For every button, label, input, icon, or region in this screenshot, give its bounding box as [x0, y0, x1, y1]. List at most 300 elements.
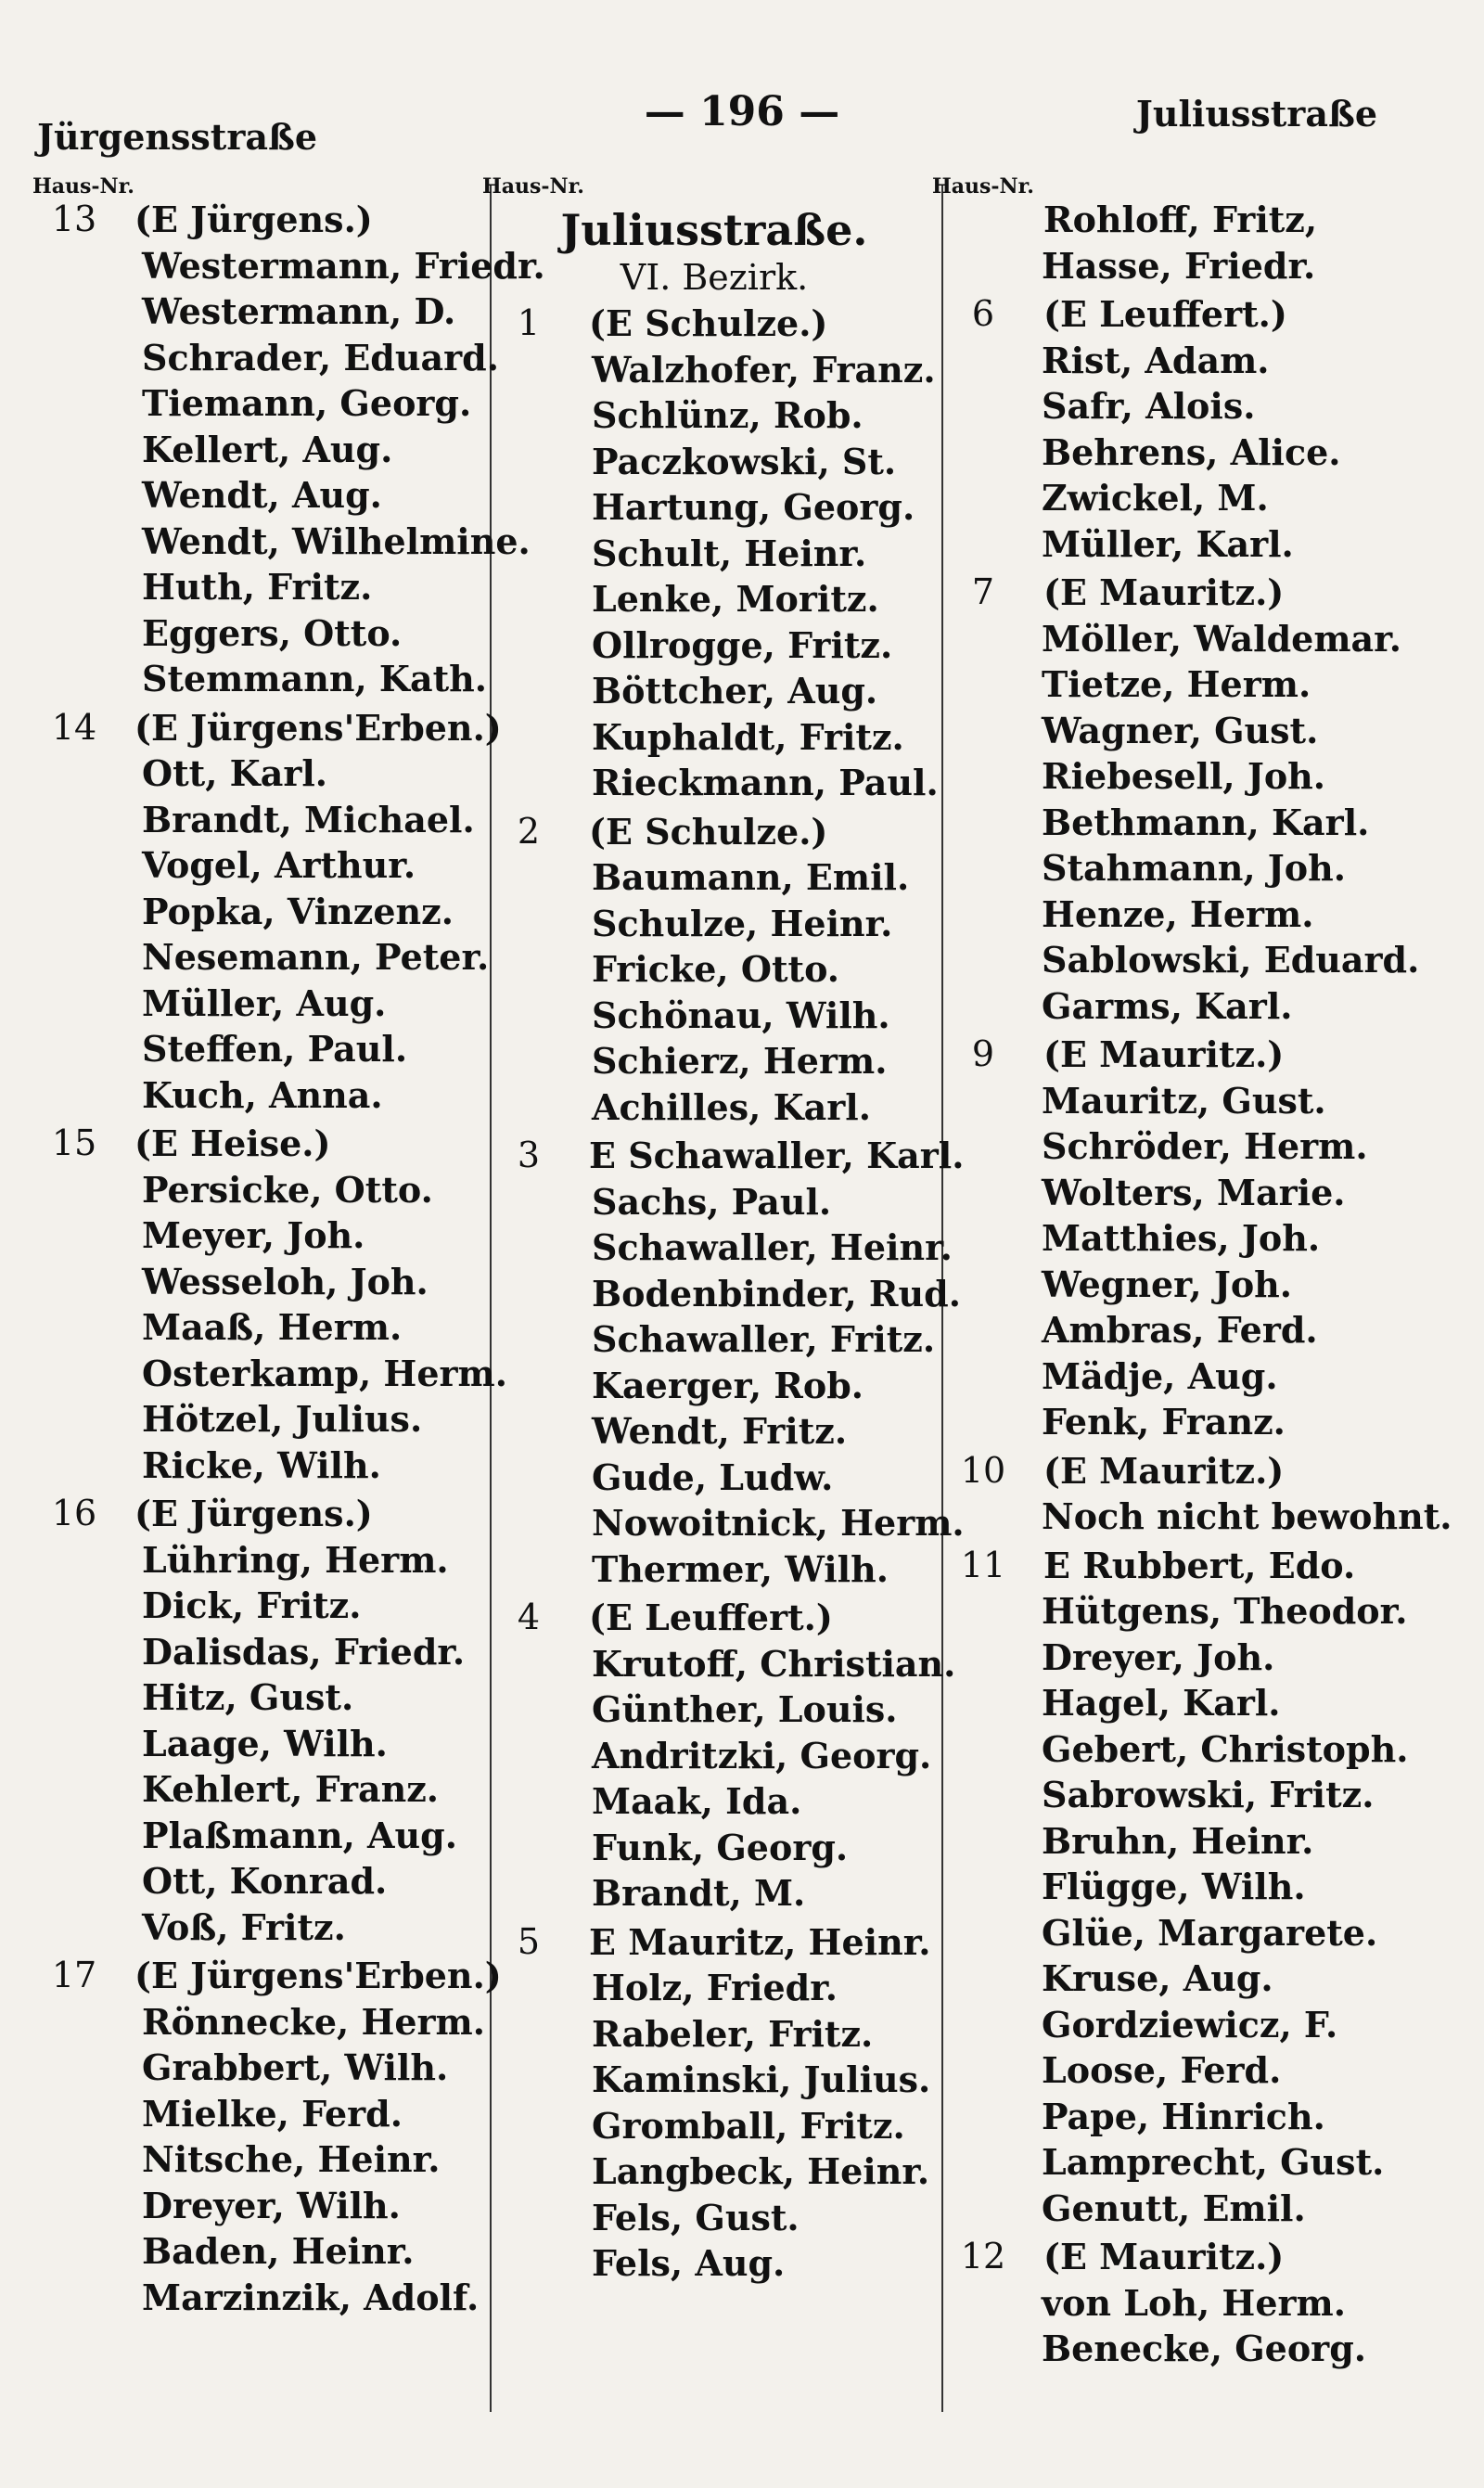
resident-name: Fels, Aug.	[592, 2242, 786, 2284]
resident-line	[492, 392, 937, 439]
resident-name: Schrader, Eduard.	[142, 336, 499, 378]
resident-name: Safr, Alois.	[1042, 385, 1256, 427]
resident-line	[42, 1212, 487, 1259]
owner-name: (E Jürgens.)	[134, 1493, 373, 1534]
page-number: — 196 —	[644, 88, 840, 135]
resident-line	[941, 983, 1424, 1030]
house-entry	[42, 705, 502, 1119]
resident-line	[941, 845, 1424, 891]
owner-name: E Mauritz, Heinr.	[589, 1920, 931, 1963]
resident-line	[492, 668, 937, 714]
resident-line	[941, 937, 1424, 983]
resident-line	[941, 1494, 1452, 1540]
owner-name: E Rubbert, Edo.	[1043, 1544, 1356, 1586]
resident-name: Rieckmann, Paul.	[592, 762, 939, 803]
resident-name: Ott, Konrad.	[142, 1860, 388, 1902]
resident-line	[492, 1965, 937, 2011]
resident-line	[42, 1813, 487, 1859]
resident-line	[492, 1825, 937, 1871]
resident-name: Wegner, Joh.	[1042, 1263, 1293, 1305]
house-number: 13	[51, 199, 97, 239]
resident-name: Achilles, Karl.	[592, 1085, 871, 1128]
resident-line	[42, 889, 487, 935]
resident-name: Nitsche, Heinr.	[142, 2138, 441, 2180]
owner-line	[492, 809, 937, 855]
resident-name: Grabbert, Wilh.	[142, 2046, 449, 2088]
resident-line	[492, 484, 937, 531]
resident-line	[492, 1733, 937, 1779]
resident-name: Holz, Friedr.	[592, 1967, 838, 2008]
resident-line	[941, 383, 1424, 430]
owner-name: (E Mauritz.)	[1043, 571, 1285, 613]
resident-line	[42, 1304, 487, 1351]
resident-line	[941, 753, 1424, 800]
resident-line	[492, 946, 937, 993]
resident-name: Krutoff, Christian.	[592, 1642, 956, 1685]
resident-line	[42, 1858, 487, 1904]
resident-name: Gromball, Fritz.	[592, 2104, 905, 2147]
house-number: 3	[517, 1135, 541, 1175]
owner-line	[42, 1953, 502, 1999]
resident-name: Steffen, Paul.	[142, 1028, 408, 1070]
house-entry	[941, 2234, 1424, 2372]
resident-line	[941, 2047, 1424, 2094]
resident-line	[492, 1408, 937, 1455]
resident-line	[492, 1271, 961, 1317]
resident-line	[492, 1363, 937, 1409]
resident-name: Benecke, Georg.	[1042, 2328, 1366, 2369]
house-number: 6	[971, 293, 995, 334]
resident-name: Schlünz, Rob.	[592, 394, 864, 436]
resident-line	[42, 564, 487, 610]
owner-name: (E Leuffert.)	[589, 1597, 833, 1638]
resident-name: Ricke, Wilh.	[142, 1443, 381, 1486]
resident-line	[941, 1170, 1424, 1216]
resident-line	[941, 1726, 1424, 1773]
resident-name: Kehlert, Franz.	[142, 1768, 440, 1810]
house-entry	[42, 1121, 507, 1488]
house-entry	[492, 1919, 937, 2287]
resident-line	[42, 1999, 487, 2046]
resident-line	[42, 2091, 487, 2137]
resident-name: Stahmann, Joh.	[1042, 847, 1346, 889]
owner-line	[492, 301, 937, 347]
owner-line	[42, 197, 487, 243]
resident-line	[941, 891, 1424, 938]
resident-name: Garms, Karl.	[1042, 984, 1293, 1027]
owner-name: (E Mauritz.)	[1043, 1033, 1285, 1075]
resident-line	[941, 430, 1424, 476]
resident-name: Schröder, Herm.	[1042, 1125, 1368, 1167]
page-header	[0, 0, 1484, 167]
resident-name: Ambras, Ferd.	[1042, 1309, 1318, 1351]
resident-line	[492, 2057, 937, 2103]
house-entry	[492, 1595, 956, 1917]
resident-name: von Loh, Herm.	[1042, 2281, 1346, 2324]
resident-name: Brandt, M.	[592, 1872, 806, 1914]
resident-line	[492, 1225, 953, 1271]
resident-line	[941, 2139, 1424, 2186]
resident-line	[42, 519, 531, 565]
resident-line	[492, 1641, 956, 1687]
resident-line	[42, 427, 487, 473]
resident-name: Rist, Adam.	[1042, 339, 1270, 381]
resident-name: Nesemann, Peter.	[142, 936, 490, 978]
resident-name: Dalisdas, Friedr.	[142, 1630, 466, 1673]
house-number: 16	[51, 1493, 97, 1533]
resident-line	[42, 934, 490, 981]
owner-line	[941, 2234, 1424, 2280]
resident-name: Flügge, Wilh.	[1042, 1866, 1306, 1907]
resident-line	[492, 1686, 937, 1733]
resident-name: Hartung, Georg.	[592, 486, 915, 528]
house-number-header: Haus-Nr.	[932, 174, 1034, 199]
owner-name: (E Jürgens'Erben.)	[134, 706, 502, 749]
house-number: 12	[960, 2236, 1006, 2276]
resident-name: Müller, Aug.	[142, 981, 387, 1024]
resident-line	[492, 576, 937, 622]
address-column-1	[32, 174, 545, 2440]
resident-line	[941, 338, 1424, 384]
resident-name: Noch nicht bewohnt.	[1042, 1495, 1452, 1537]
resident-name: Stemmann, Kath.	[142, 658, 487, 699]
resident-name: Osterkamp, Herm.	[142, 1352, 507, 1394]
resident-line	[941, 1910, 1424, 1956]
resident-name: Paczkowski, St.	[592, 440, 897, 482]
resident-name: Bruhn, Heinr.	[1042, 1819, 1314, 1862]
resident-line	[42, 289, 487, 335]
resident-name: Laage, Wilh.	[142, 1722, 388, 1764]
owner-line	[42, 705, 502, 751]
resident-name: Wagner, Gust.	[1042, 709, 1319, 751]
resident-line	[941, 2094, 1424, 2140]
owner-name: (E Jürgens.)	[134, 199, 373, 240]
resident-line	[492, 1778, 937, 1825]
resident-line	[42, 1026, 487, 1072]
resident-line	[492, 2103, 937, 2149]
resident-name: Wesseloh, Joh.	[142, 1260, 429, 1302]
resident-line	[941, 1307, 1424, 1353]
resident-name: Dreyer, Wilh.	[142, 2184, 401, 2226]
resident-name: Hitz, Gust.	[142, 1676, 354, 1718]
house-number: 17	[51, 1955, 97, 1995]
resident-name: Lühring, Herm.	[142, 1538, 449, 1581]
owner-line	[492, 1133, 965, 1179]
resident-line	[492, 1546, 937, 1593]
resident-line	[42, 1537, 487, 1584]
resident-name: Günther, Louis.	[592, 1688, 898, 1730]
house-entry	[492, 809, 937, 1131]
resident-name: Maaß, Herm.	[142, 1306, 403, 1348]
resident-line	[42, 243, 545, 289]
resident-line	[941, 800, 1424, 846]
resident-line	[941, 1956, 1424, 2002]
resident-name: Schawaller, Heinr.	[592, 1226, 953, 1268]
resident-line	[941, 1864, 1424, 1910]
resident-line	[492, 1179, 937, 1225]
resident-line	[42, 2183, 487, 2229]
resident-name: Mielke, Ferd.	[142, 2092, 403, 2135]
running-head-right: Juliusstraße	[1135, 93, 1377, 135]
resident-line	[492, 439, 937, 485]
resident-line	[941, 475, 1424, 521]
house-entry	[492, 1133, 965, 1592]
house-number: 2	[517, 810, 541, 852]
resident-name: Sablowski, Eduard.	[1042, 939, 1420, 981]
resident-name: Langbeck, Heinr.	[592, 2150, 930, 2192]
resident-name: Sachs, Paul.	[592, 1180, 832, 1223]
resident-line	[42, 2228, 487, 2275]
resident-name: Schierz, Herm.	[592, 1040, 888, 1082]
resident-name: Fenk, Franz.	[1042, 1401, 1286, 1443]
resident-line	[941, 1399, 1424, 1445]
resident-name: Schult, Heinr.	[592, 532, 867, 574]
owner-name: (E Schulze.)	[589, 302, 828, 344]
resident-name: Wendt, Fritz.	[592, 1410, 848, 1452]
house-entry	[42, 1953, 502, 2320]
owner-name: (E Schulze.)	[589, 810, 828, 853]
resident-line	[492, 2240, 937, 2287]
resident-line	[941, 2186, 1424, 2232]
resident-name: Gordziewicz, F.	[1042, 2003, 1338, 2046]
resident-line	[42, 1629, 487, 1675]
resident-line	[941, 1635, 1424, 1681]
resident-name: Baumann, Emil.	[592, 856, 910, 898]
owner-line	[492, 1919, 937, 1966]
house-number: 14	[51, 706, 97, 748]
resident-name: Dick, Fritz.	[142, 1584, 362, 1626]
resident-name: Böttcher, Aug.	[592, 670, 878, 712]
resident-line	[941, 1353, 1424, 1400]
resident-name: Dreyer, Joh.	[1042, 1635, 1275, 1678]
resident-line	[941, 1078, 1424, 1124]
resident-line	[42, 1072, 487, 1119]
resident-name: Mauritz, Gust.	[1042, 1079, 1326, 1122]
resident-line	[941, 616, 1424, 662]
resident-name: Maak, Ida.	[592, 1780, 802, 1822]
house-number: 11	[960, 1544, 1006, 1585]
house-number: 9	[971, 1033, 995, 1074]
resident-line	[42, 610, 487, 657]
resident-name: Funk, Georg.	[592, 1826, 849, 1868]
resident-name: Persicke, Otto.	[142, 1168, 433, 1211]
resident-name: Brandt, Michael.	[142, 798, 475, 840]
resident-name: Plaßmann, Aug.	[142, 1814, 457, 1856]
house-entry	[492, 301, 937, 806]
resident-line	[492, 993, 937, 1039]
resident-name: Marzinzik, Adolf.	[142, 2276, 480, 2318]
resident-line	[42, 1443, 487, 1489]
resident-name: Bodenbinder, Rud.	[592, 1272, 961, 1315]
resident-line	[941, 661, 1424, 708]
resident-name: Loose, Ferd.	[1042, 2049, 1282, 2091]
resident-name: Glüe, Margarete.	[1042, 1911, 1378, 1954]
resident-name: Gude, Ludw.	[592, 1456, 834, 1498]
resident-name: Wolters, Marie.	[1042, 1171, 1346, 1213]
house-number: 10	[960, 1449, 1006, 1491]
resident-name: Genutt, Emil.	[1042, 2187, 1306, 2229]
owner-line	[941, 291, 1424, 338]
owner-line	[941, 1448, 1424, 1494]
resident-line	[42, 1167, 487, 1213]
resident-name: Tietze, Herm.	[1042, 663, 1311, 705]
house-entry	[941, 1543, 1424, 2232]
resident-name: Hagel, Karl.	[1042, 1682, 1281, 1724]
house-entry	[941, 197, 1424, 289]
resident-line	[42, 1396, 487, 1443]
house-number: 15	[51, 1122, 97, 1163]
resident-name: Meyer, Joh.	[142, 1214, 365, 1256]
resident-name: Huth, Fritz.	[142, 566, 373, 608]
resident-line	[492, 1316, 937, 1363]
resident-line	[941, 2002, 1424, 2048]
house-number-header: Haus-Nr.	[32, 174, 134, 199]
resident-name: Gebert, Christoph.	[1042, 1727, 1409, 1770]
resident-name: Ott, Karl.	[142, 752, 328, 794]
resident-line	[941, 1588, 1424, 1635]
resident-line	[42, 472, 487, 519]
resident-line	[941, 2280, 1424, 2327]
resident-name: Fricke, Otto.	[592, 948, 839, 990]
house-entry	[941, 291, 1424, 567]
resident-line	[492, 347, 937, 393]
owner-line	[941, 1032, 1424, 1078]
resident-line	[941, 1215, 1424, 1262]
resident-name: Pape, Hinrich.	[1042, 2095, 1325, 2137]
resident-name: Kaminski, Julius.	[592, 2058, 931, 2100]
resident-name: Rabeler, Fritz.	[592, 2012, 874, 2055]
resident-name: Nowoitnick, Herm.	[592, 1502, 965, 1544]
owner-line	[941, 1543, 1424, 1589]
resident-name: Wendt, Aug.	[142, 474, 382, 516]
resident-line	[42, 656, 487, 702]
resident-name: Tiemann, Georg.	[142, 382, 472, 424]
resident-name: Möller, Waldemar.	[1042, 617, 1401, 660]
owner-name: (E Leuffert.)	[1043, 293, 1287, 335]
resident-name: Fels, Gust.	[592, 2196, 800, 2238]
resident-name: Wendt, Wilhelmine.	[142, 519, 531, 562]
resident-name: Kaerger, Rob.	[592, 1364, 864, 1406]
house-number: 5	[517, 1920, 541, 1962]
resident-name: Schönau, Wilh.	[592, 994, 890, 1036]
resident-line	[492, 854, 937, 901]
resident-line	[42, 842, 487, 889]
resident-line	[492, 2148, 937, 2195]
resident-name: Mädje, Aug.	[1042, 1354, 1278, 1397]
resident-name: Schulze, Heinr.	[592, 902, 893, 944]
owner-name: (E Jürgens'Erben.)	[134, 1955, 502, 1996]
resident-line	[42, 1351, 507, 1397]
resident-line	[492, 2195, 937, 2241]
owner-name: E Schawaller, Karl.	[589, 1135, 965, 1176]
house-number: 1	[517, 302, 541, 343]
owner-name: (E Mauritz.)	[1043, 1449, 1285, 1492]
resident-name: Behrens, Alice.	[1042, 430, 1341, 473]
resident-line	[941, 2326, 1424, 2372]
resident-line	[492, 1500, 965, 1546]
resident-name: Baden, Heinr.	[142, 2230, 415, 2272]
address-column-2	[482, 174, 965, 2440]
owner-line	[941, 197, 1424, 243]
house-number-header: Haus-Nr.	[482, 174, 584, 199]
resident-line	[492, 622, 937, 669]
owner-line	[941, 570, 1424, 616]
resident-name: Hasse, Friedr.	[1042, 244, 1316, 287]
resident-name: Kellert, Aug.	[142, 428, 393, 470]
owner-line	[42, 1121, 487, 1167]
resident-line	[492, 1038, 937, 1084]
house-entry	[941, 570, 1424, 1029]
address-column-3	[932, 174, 1452, 2440]
resident-line	[492, 901, 937, 947]
district-label: VI. Bezirk.	[620, 257, 809, 298]
resident-name: Rönnecke, Herm.	[142, 2000, 485, 2043]
house-number: 4	[517, 1597, 541, 1637]
resident-name: Lamprecht, Gust.	[1042, 2141, 1385, 2183]
resident-line	[42, 750, 487, 797]
house-entry	[42, 197, 545, 702]
resident-line	[42, 1766, 487, 1813]
resident-line	[492, 1455, 937, 1501]
resident-line	[42, 797, 487, 843]
owner-line	[492, 1595, 937, 1641]
resident-name: Voß, Fritz.	[142, 1905, 346, 1948]
resident-line	[42, 2045, 487, 2091]
resident-line	[42, 1721, 487, 1767]
resident-line	[42, 1583, 487, 1629]
resident-name: Walzhofer, Franz.	[592, 348, 936, 391]
resident-name: Henze, Herm.	[1042, 892, 1314, 935]
street-title: Juliusstraße.	[560, 205, 868, 255]
resident-name: Popka, Vinzenz.	[142, 890, 454, 932]
resident-line	[941, 1818, 1424, 1865]
resident-name: Thermer, Wilh.	[592, 1547, 889, 1590]
owner-name: (E Heise.)	[134, 1122, 331, 1164]
resident-line	[941, 243, 1424, 289]
resident-name: Hütgens, Theodor.	[1042, 1590, 1408, 1632]
running-head-left: Jürgensstraße	[37, 116, 318, 158]
resident-line	[941, 708, 1424, 754]
resident-name: Vogel, Arthur.	[142, 844, 416, 886]
resident-name: Andritzki, Georg.	[592, 1734, 932, 1776]
house-entry	[941, 1448, 1452, 1540]
resident-line	[941, 1772, 1424, 1818]
house-number: 7	[971, 571, 995, 612]
resident-name: Lenke, Moritz.	[592, 578, 879, 620]
house-entry	[941, 1032, 1424, 1445]
resident-line	[42, 2275, 487, 2321]
resident-name: Bethmann, Karl.	[1042, 801, 1370, 843]
resident-line	[42, 1259, 487, 1305]
resident-name: Ollrogge, Fritz.	[592, 623, 893, 666]
resident-line	[42, 335, 499, 381]
resident-line	[42, 2136, 487, 2183]
owner-name: (E Mauritz.)	[1043, 2236, 1285, 2277]
resident-name: Matthies, Joh.	[1042, 1217, 1321, 1259]
resident-line	[492, 1084, 937, 1131]
resident-line	[941, 521, 1424, 568]
resident-name: Riebesell, Joh.	[1042, 755, 1326, 797]
resident-line	[42, 981, 487, 1027]
resident-name: Zwickel, M.	[1042, 477, 1269, 519]
resident-line	[492, 1870, 937, 1917]
resident-line	[941, 1123, 1424, 1170]
resident-line	[492, 760, 937, 806]
house-entry	[42, 1491, 487, 1950]
resident-name: Sabrowski, Fritz.	[1042, 1774, 1375, 1815]
resident-name: Kuphaldt, Fritz.	[592, 715, 904, 758]
resident-name: Schawaller, Fritz.	[592, 1318, 936, 1360]
